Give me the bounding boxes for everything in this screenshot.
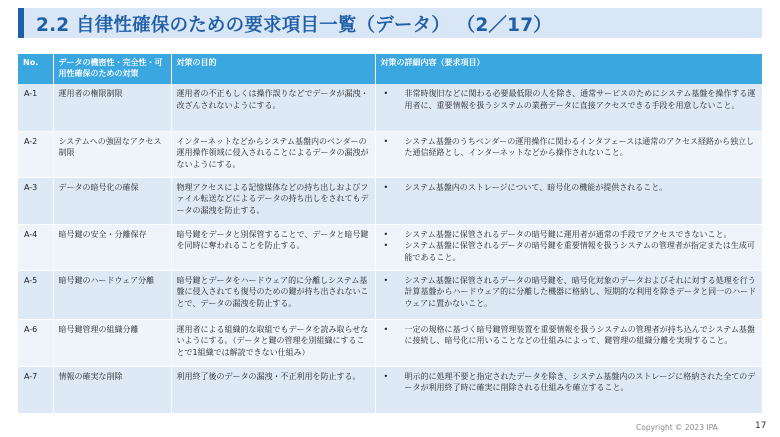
row-measure: 情報の確実な削除: [53, 366, 171, 413]
table-row: [18, 177, 762, 224]
detail-item: • 明示的に処理不要と指定されたデータを除き、システム基盤内のストレージに格納された全てのデータが利用終了時に確実に削除される仕組みを確立すること。: [381, 371, 758, 394]
row-measure: データの暗号化の確保: [53, 177, 171, 224]
row-purpose: 運用者による組織的な取組でもデータを読み取らせないようにする。（データと鍵の管理を別組織にすることで1組織では解読できない仕組み）: [171, 319, 375, 366]
header-no: No.: [18, 54, 53, 84]
detail-item: • システム基盤に保管されるデータの暗号鍵に運用者が通常の手段でアクセスできないこと。: [381, 229, 758, 241]
header-purpose: 対策の目的: [171, 54, 375, 84]
page-title: 2.2 自律性確保のための要求項目一覧（データ） （2／17）: [36, 15, 552, 36]
requirements-table-container: [18, 54, 762, 414]
row-purpose: インターネットなどからシステム基盤内のベンダーの運用操作領域に侵入されることによるデータの漏洩がないようにする。: [171, 131, 375, 177]
table-row: [18, 366, 762, 413]
detail-item: • システム基盤に保管されるデータの暗号鍵を重要情報を扱うシステムの管理者が指定または生成可能であること。: [381, 240, 758, 263]
row-no: A-7: [18, 366, 53, 413]
row-detail: [375, 224, 762, 270]
row-detail: [375, 270, 762, 319]
requirements-table: [18, 54, 762, 414]
row-detail: [375, 131, 762, 177]
row-no: A-3: [18, 177, 53, 224]
detail-item: • システム基盤に保管されるデータの暗号鍵を、暗号化対象のデータおよびそれに対する処理を行う計算基盤からハードウェア的に分離した機器に格納し、短期的な利用を除きデータと同一のハードウェアに置かないこと。: [381, 275, 758, 310]
row-purpose: 暗号鍵をデータと別保管することで、データと暗号鍵を同時に奪われることを防止する。: [171, 224, 375, 270]
header-detail: 対策の詳細内容（要求項目）: [375, 54, 762, 84]
row-purpose: 運用者の不正もしくは操作誤りなどでデータが漏洩・改ざんされないようにする。: [171, 84, 375, 131]
detail-list: [381, 88, 758, 111]
row-measure: 運用者の権限制限: [53, 84, 171, 131]
header-measure: データの機密性・完全性・可用性確保のための対策: [53, 54, 171, 84]
detail-item: • システム基盤内のストレージについて、暗号化の機能が提供されること。: [381, 182, 758, 194]
copyright-notice: Copyright © 2023 IPA: [636, 423, 718, 432]
detail-list: [381, 136, 758, 159]
table-row: [18, 84, 762, 131]
row-purpose: 利用終了後のデータの漏洩・不正利用を防止する。: [171, 366, 375, 413]
row-measure: 暗号鍵管理の組織分離: [53, 319, 171, 366]
table-header-row: [18, 54, 762, 84]
page-number: 17: [755, 421, 767, 431]
row-measure: 暗号鍵の安全・分離保存: [53, 224, 171, 270]
row-no: A-4: [18, 224, 53, 270]
row-detail: [375, 177, 762, 224]
row-detail: [375, 319, 762, 366]
detail-item: • 非常時復旧などに関わる必要最低限の人を除き、通常サービスのためにシステム基盤を操作する運用者に、重要情報を扱うシステムの業務データに直接アクセスできる手段を用意しないこと。: [381, 88, 758, 111]
table-row: [18, 131, 762, 177]
row-purpose: 物理アクセスによる記憶媒体などの持ち出しおよびファイル転送などによるデータの持ち出しをされてもデータの漏洩を防止する。: [171, 177, 375, 224]
row-purpose: 暗号鍵とデータをハードウェア的に分離しシステム基盤に侵入されても復号のための鍵が持ち出されないことで、データの漏洩を防止する。: [171, 270, 375, 319]
detail-list: [381, 229, 758, 264]
table-row: [18, 319, 762, 366]
row-no: A-5: [18, 270, 53, 319]
row-no: A-1: [18, 84, 53, 131]
title-bar: [18, 8, 762, 38]
row-no: A-2: [18, 131, 53, 177]
detail-list: [381, 324, 758, 347]
row-measure: システムへの強固なアクセス制限: [53, 131, 171, 177]
table-row: [18, 224, 762, 270]
row-measure: 暗号鍵のハードウェア分離: [53, 270, 171, 319]
row-detail: [375, 366, 762, 413]
detail-item: • 一定の規格に基づく暗号鍵管理装置を重要情報を扱うシステムの管理者が持ち込んでシステム基盤に接続し、暗号化に用いることなどの仕組みによって、鍵管理の組織分離を実現すること。: [381, 324, 758, 347]
detail-list: [381, 371, 758, 394]
detail-item: • システム基盤のうちベンダーの運用操作に関わるインタフェースは通常のアクセス経路から独立した通信経路とし、インターネットなどから操作されないこと。: [381, 136, 758, 159]
detail-list: [381, 275, 758, 310]
detail-list: [381, 182, 758, 194]
row-no: A-6: [18, 319, 53, 366]
table-row: [18, 270, 762, 319]
row-detail: [375, 84, 762, 131]
